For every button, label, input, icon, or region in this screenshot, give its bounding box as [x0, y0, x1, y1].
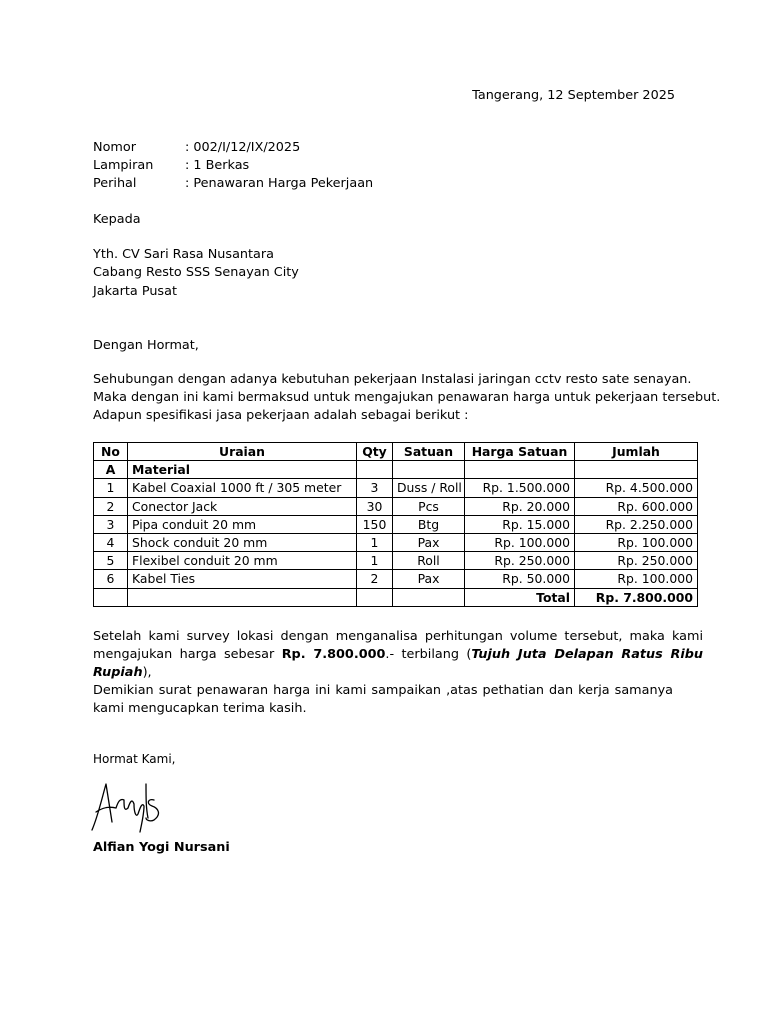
cell-no: 1 — [94, 479, 128, 497]
cell-no: 3 — [94, 515, 128, 533]
recipient-line: Cabang Resto SSS Senayan City — [93, 265, 299, 280]
to-label: Kepada — [93, 212, 141, 227]
section-code: A — [94, 461, 128, 479]
cell-no: 6 — [94, 570, 128, 588]
cell-no: 4 — [94, 533, 128, 551]
table-row — [94, 479, 698, 497]
closing-greeting: Hormat Kami, — [93, 752, 176, 766]
cell-total: Rp. 4.500.000 — [575, 479, 698, 497]
section-row — [94, 461, 698, 479]
meta-value: : Penawaran Harga Pekerjaan — [185, 176, 374, 191]
cell-desc: Conector Jack — [128, 497, 357, 515]
summary-amount-words: Tujuh Juta Delapan Ratus Ribu Rupiah — [93, 647, 703, 680]
cell-price: Rp. 100.000 — [465, 533, 575, 551]
cell-total: Rp. 2.250.000 — [575, 515, 698, 533]
cell-unit: Pcs — [393, 497, 465, 515]
cell-price: Rp. 250.000 — [465, 552, 575, 570]
col-header-satuan: Satuan — [393, 443, 465, 461]
total-value: Rp. 7.800.000 — [575, 588, 698, 606]
meta-label: Perihal — [93, 176, 137, 191]
table-row — [94, 570, 698, 588]
meta-label: Lampiran — [93, 158, 154, 173]
cell-price: Rp. 1.500.000 — [465, 479, 575, 497]
cell-price: Rp. 15.000 — [465, 515, 575, 533]
table-header-row — [94, 443, 698, 461]
cell-price: Rp. 50.000 — [465, 570, 575, 588]
col-header-jumlah: Jumlah — [575, 443, 698, 461]
recipient-line: Yth. CV Sari Rasa Nusantara — [93, 247, 274, 262]
meta-label: Nomor — [93, 140, 136, 155]
cell-no: 5 — [94, 552, 128, 570]
cell-unit: Btg — [393, 515, 465, 533]
cell-desc: Kabel Coaxial 1000 ft / 305 meter — [128, 479, 357, 497]
salutation: Dengan Hormat, — [93, 338, 199, 353]
cell-desc: Kabel Ties — [128, 570, 357, 588]
price-table — [93, 442, 698, 607]
col-header-harga-satuan: Harga Satuan — [465, 443, 575, 461]
intro-line: Sehubungan dengan adanya kebutuhan pekerjaan Instalasi jaringan cctv resto sate senayan. — [93, 372, 692, 387]
cell-qty: 1 — [357, 533, 393, 551]
signature-image — [88, 778, 170, 834]
table-row — [94, 497, 698, 515]
signer-name: Alfian Yogi Nursani — [93, 840, 230, 855]
summary-amount: Rp. 7.800.000 — [281, 647, 386, 662]
col-header-no: No — [94, 443, 128, 461]
summary-text: Setelah kami survey lokasi dengan menganalisa perhitungan volume tersebut, maka kami mengajukan harga sebesar — [93, 629, 703, 662]
cell-no: 2 — [94, 497, 128, 515]
intro-line: Maka dengan ini kami bermaksud untuk mengajukan penawaran harga untuk pekerjaan tersebut. — [93, 390, 721, 405]
section-title: Material — [128, 461, 357, 479]
col-header-uraian: Uraian — [128, 443, 357, 461]
cell-unit: Pax — [393, 533, 465, 551]
table-row — [94, 515, 698, 533]
cell-desc: Flexibel conduit 20 mm — [128, 552, 357, 570]
table-row — [94, 533, 698, 551]
summary-text: ), — [142, 665, 152, 680]
cell-qty: 2 — [357, 570, 393, 588]
col-header-qty: Qty — [357, 443, 393, 461]
recipient-line: Jakarta Pusat — [93, 284, 177, 299]
cell-unit: Pax — [393, 570, 465, 588]
intro-line: Adapun spesifikasi jasa pekerjaan adalah sebagai berikut : — [93, 408, 469, 423]
cell-qty: 1 — [357, 552, 393, 570]
cell-unit: Duss / Roll — [393, 479, 465, 497]
cell-total: Rp. 100.000 — [575, 570, 698, 588]
total-row — [94, 588, 698, 606]
cell-desc: Pipa conduit 20 mm — [128, 515, 357, 533]
cell-qty: 150 — [357, 515, 393, 533]
table-row — [94, 552, 698, 570]
summary-paragraph — [93, 628, 703, 682]
letter-date: Tangerang, 12 September 2025 — [472, 88, 675, 103]
meta-value: : 1 Berkas — [185, 158, 250, 173]
cell-unit: Roll — [393, 552, 465, 570]
summary-text: .- terbilang ( — [385, 647, 472, 662]
cell-price: Rp. 20.000 — [465, 497, 575, 515]
cell-desc: Shock conduit 20 mm — [128, 533, 357, 551]
cell-qty: 3 — [357, 479, 393, 497]
cell-total: Rp. 600.000 — [575, 497, 698, 515]
closing-paragraph: Demikian surat penawaran harga ini kami sampaikan ,atas pethatian dan kerja samanya kami mengucapkan terima kasih. — [93, 683, 673, 716]
meta-value: : 002/I/12/IX/2025 — [185, 140, 301, 155]
cell-qty: 30 — [357, 497, 393, 515]
cell-total: Rp. 250.000 — [575, 552, 698, 570]
total-label: Total — [465, 588, 575, 606]
cell-total: Rp. 100.000 — [575, 533, 698, 551]
